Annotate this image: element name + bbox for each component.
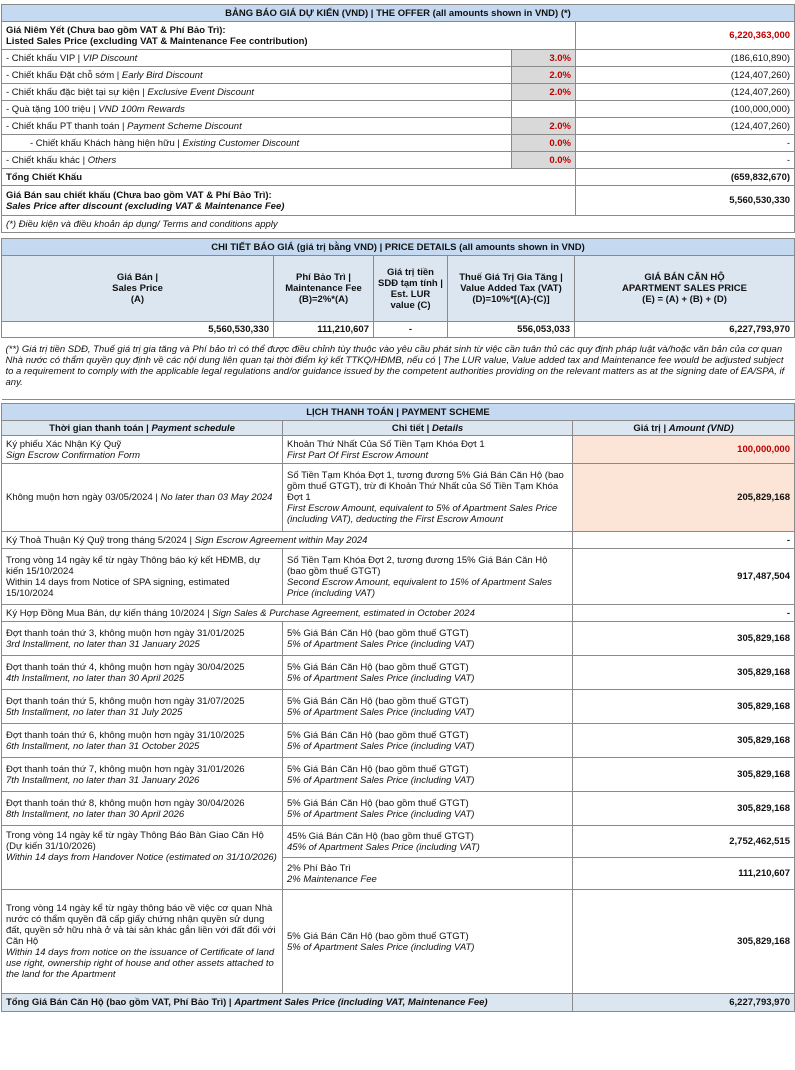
total-discount-label: Tổng Chiết Khấu <box>2 169 576 186</box>
value-lur: - <box>374 322 448 338</box>
offer-title: BẢNG BÁO GIÁ DỰ KIẾN (VND) | THE OFFER (all amounts shown in VND) (*) <box>2 5 795 22</box>
price-details-table <box>1 238 795 400</box>
adjustment-note: (**) Giá trị tiền SDĐ, Thuế giá trị gia tăng và Phí bảo trì có thể được điều chỉnh tùy thuộc vào yêu cầu phát sinh từ việc cần tuân thủ các quy định pháp luật và/hoặc văn bản của cơ quan Nhà nước có thẩm quyền quy định về các nội dung liên quan tại thời điểm ký kết TTKQ/HĐMB, nếu có | The LUR value, Value added tax and Maintenance fee would be adjusted subject to a requirement to comply with the applicable legal regulations and/or guidance issued by the competent authorities providing on the relevant matters as at the signing date of EA/SPA, if any. <box>2 338 795 400</box>
discount-row: - Chiết khấu VIP | VIP Discount 3.0% (186,610,890) <box>2 50 795 67</box>
payment-row-handover: Trong vòng 14 ngày kể từ ngày Thông Báo Bàn Giao Căn Hộ (Dự kiến 31/10/2026) Within 14 days from Handover Notice (estimated on 31/10/2026) 45% Giá Bán Căn Hộ (bao gồm thuế GTGT) 45% of Apartment Sales Price (including VAT) 2,752,462,515 <box>2 826 795 858</box>
col-maintenance-fee: Phí Bảo Trì | Maintenance Fee (B)=2%*(A) <box>274 256 374 322</box>
payment-row: Đợt thanh toán thứ 4, không muộn hơn ngày 30/04/2025 4th Installment, no later than 30 April 2025 5% Giá Bán Căn Hộ (bao gồm thuế GTGT) 5% of Apartment Sales Price (including VAT) 305,829,168 <box>2 656 795 690</box>
offer-table <box>1 4 795 233</box>
details-title: CHI TIẾT BÁO GIÁ (giá trị bằng VND) | PRICE DETAILS (all amounts shown in VND) <box>2 239 795 256</box>
after-discount-label: Giá Bán sau chiết khấu (Chưa bao gồm VAT & Phí Bảo Trì): Sales Price after discount (excluding VAT & Maintenance Fee) <box>2 186 576 216</box>
payment-scheme-table <box>1 403 795 1012</box>
discount-row: - Quà tặng 100 triệu | VND 100m Rewards (100,000,000) <box>2 101 795 118</box>
value-maintenance-fee: 111,210,607 <box>274 322 374 338</box>
payment-total-row: Tổng Giá Bán Căn Hộ (bao gồm VAT, Phí Bảo Trì) | Apartment Sales Price (including VAT, Maintenance Fee) 6,227,793,970 <box>2 994 795 1012</box>
value-apartment-price: 6,227,793,970 <box>575 322 795 338</box>
payment-row: Không muộn hơn ngày 03/05/2024 | No later than 03 May 2024 Số Tiền Tạm Khóa Đợt 1, tương đương 5% Giá Bán Căn Hộ (bao gồm thuế GTGT), trừ đi Khoản Thứ Nhất của Số Tiền Tạm Khóa Đợt 1 First Escrow Amount, equivalent to 5% of Apartment Sales Price (including VAT), deducting the First Escrow Amount 205,829,168 <box>2 464 795 532</box>
payment-row: Đợt thanh toán thứ 8, không muộn hơn ngày 30/04/2026 8th Installment, no later than 30 April 2026 5% Giá Bán Căn Hộ (bao gồm thuế GTGT) 5% of Apartment Sales Price (including VAT) 305,829,168 <box>2 792 795 826</box>
payment-row: Ký phiếu Xác Nhận Ký Quỹ Sign Escrow Confirmation Form Khoản Thứ Nhất Của Số Tiền Tạm Khóa Đợt 1 First Part Of First Escrow Amount 100,000,000 <box>2 436 795 464</box>
col-schedule: Thời gian thanh toán | Payment schedule <box>2 421 283 436</box>
discount-row: - Chiết khấu Khách hàng hiện hữu | Existing Customer Discount 0.0% - <box>2 135 795 152</box>
col-sales-price: Giá Bán | Sales Price (A) <box>2 256 274 322</box>
after-discount-value: 5,560,530,330 <box>576 186 795 216</box>
payment-row-certificate: Trong vòng 14 ngày kể từ ngày thông báo về việc cơ quan Nhà nước có thẩm quyền đã cấp giấy chứng nhận quyền sử dụng đất, quyền sở hữu nhà ở và tài sản khác gắn liền với đất đối với Căn Hộ Within 14 days from notice on the issuance of Certificate of land use right, ownership right of house and other assets attached to the land for the Apartment 5% Giá Bán Căn Hộ (bao gồm thuế GTGT) 5% of Apartment Sales Price (including VAT) 305,829,168 <box>2 890 795 994</box>
discount-row: - Chiết khấu PT thanh toán | Payment Scheme Discount 2.0% (124,407,260) <box>2 118 795 135</box>
discount-row: - Chiết khấu khác | Others 0.0% - <box>2 152 795 169</box>
payment-row: Ký Thoả Thuận Ký Quỹ trong tháng 5/2024 | Sign Escrow Agreement within May 2024 - <box>2 532 795 549</box>
value-sales-price: 5,560,530,330 <box>2 322 274 338</box>
col-apartment-price: GIÁ BÁN CĂN HỘ APARTMENT SALES PRICE (E) = (A) + (B) + (D) <box>575 256 795 322</box>
terms-note: (*) Điều kiện và điều khoản áp dụng/ Terms and conditions apply <box>2 216 795 233</box>
listed-price-label: Giá Niêm Yết (Chưa bao gồm VAT & Phí Bảo Trì): Listed Sales Price (excluding VAT & Maintenance Fee contribution) <box>2 22 576 50</box>
col-vat: Thuế Giá Trị Gia Tăng | Value Added Tax (VAT) (D)=10%*[(A)-(C)] <box>448 256 575 322</box>
total-discount-value: (659,832,670) <box>576 169 795 186</box>
payment-row: Đợt thanh toán thứ 3, không muộn hơn ngày 31/01/2025 3rd Installment, no later than 31 January 2025 5% Giá Bán Căn Hộ (bao gồm thuế GTGT) 5% of Apartment Sales Price (including VAT) 305,829,168 <box>2 622 795 656</box>
listed-price-value: 6,220,363,000 <box>576 22 795 50</box>
discount-row: - Chiết khấu đặc biệt tại sự kiện | Exclusive Event Discount 2.0% (124,407,260) <box>2 84 795 101</box>
discount-row: - Chiết khấu Đặt chỗ sớm | Early Bird Discount 2.0% (124,407,260) <box>2 67 795 84</box>
payment-row: Ký Hợp Đồng Mua Bán, dự kiến tháng 10/2024 | Sign Sales & Purchase Agreement, estimated in October 2024 - <box>2 605 795 622</box>
payment-row: Đợt thanh toán thứ 6, không muộn hơn ngày 31/10/2025 6th Installment, no later than 31 October 2025 5% Giá Bán Căn Hộ (bao gồm thuế GTGT) 5% of Apartment Sales Price (including VAT) 305,829,168 <box>2 724 795 758</box>
col-lur-value: Giá trị tiền SDĐ tạm tính | Est. LUR value (C) <box>374 256 448 322</box>
col-details: Chi tiết | Details <box>283 421 573 436</box>
payment-row: Đợt thanh toán thứ 7, không muộn hơn ngày 31/01/2026 7th Installment, no later than 31 January 2026 5% Giá Bán Căn Hộ (bao gồm thuế GTGT) 5% of Apartment Sales Price (including VAT) 305,829,168 <box>2 758 795 792</box>
value-vat: 556,053,033 <box>448 322 575 338</box>
payment-row: Trong vòng 14 ngày kể từ ngày Thông báo ký kết HĐMB, dự kiến 15/10/2024 Within 14 days from Notice of SPA signing, estimated 15/10/2024 Số Tiền Tạm Khóa Đợt 2, tương đương 15% Giá Bán Căn Hộ (bao gồm thuế GTGT) Second Escrow Amount, equivalent to 15% of Apartment Sales Price (including VAT) 917,487,504 <box>2 549 795 605</box>
payment-row-maintenance: 2% Phí Bảo Trì 2% Maintenance Fee 111,210,607 <box>2 858 795 890</box>
payment-row: Đợt thanh toán thứ 5, không muộn hơn ngày 31/07/2025 5th Installment, no later than 31 July 2025 5% Giá Bán Căn Hộ (bao gồm thuế GTGT) 5% of Apartment Sales Price (including VAT) 305,829,168 <box>2 690 795 724</box>
payment-title: LỊCH THANH TOÁN | PAYMENT SCHEME <box>2 404 795 421</box>
col-amount: Giá trị | Amount (VND) <box>573 421 795 436</box>
payment-total-value: 6,227,793,970 <box>573 994 795 1012</box>
